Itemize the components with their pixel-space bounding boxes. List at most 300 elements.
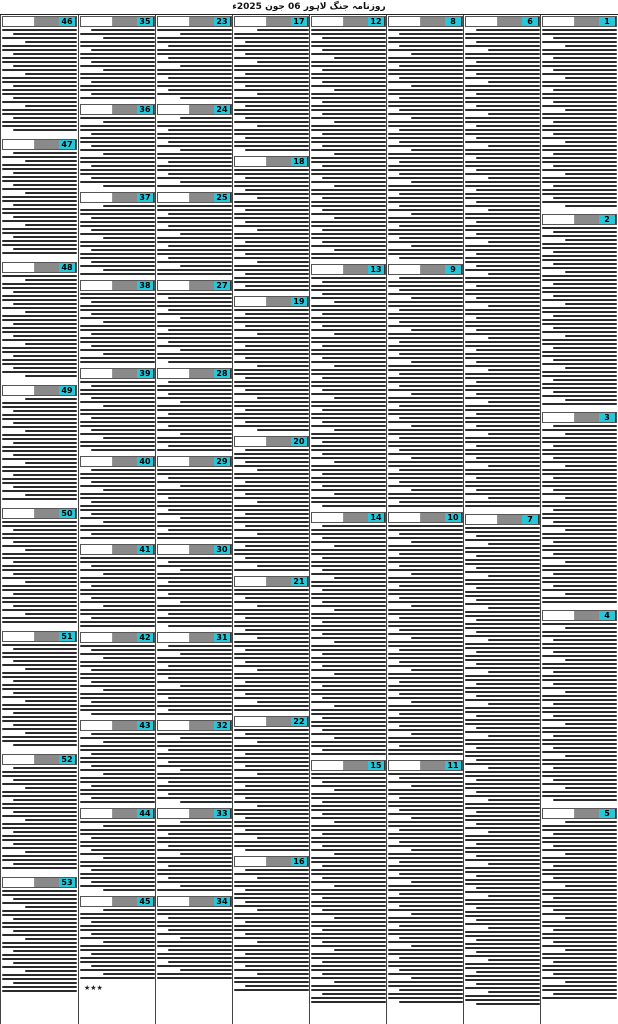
text-line	[311, 369, 386, 371]
ad-number: 15	[368, 761, 385, 770]
text-line	[542, 695, 617, 697]
text-line	[388, 993, 463, 995]
text-line	[565, 627, 618, 629]
text-line	[245, 889, 309, 891]
text-line	[2, 319, 77, 321]
text-line	[157, 405, 232, 407]
text-line	[334, 673, 387, 675]
text-line	[91, 733, 155, 735]
ad-category-tag	[81, 809, 137, 818]
column-3	[155, 15, 233, 1024]
text-line	[553, 573, 617, 575]
text-line	[388, 333, 463, 335]
text-line	[91, 837, 155, 839]
text-line	[542, 783, 617, 785]
text-line	[465, 309, 540, 311]
text-line	[13, 474, 77, 476]
text-line	[2, 196, 77, 198]
text-line	[476, 265, 540, 267]
text-line	[91, 669, 155, 671]
ad-header	[157, 456, 232, 467]
text-line	[322, 973, 386, 975]
text-line	[234, 885, 309, 887]
text-line	[157, 441, 232, 443]
text-line	[388, 721, 463, 723]
text-line	[311, 449, 386, 451]
text-line	[465, 995, 540, 997]
text-line	[80, 341, 155, 343]
ad-block	[542, 214, 617, 410]
text-line	[180, 601, 233, 603]
text-line	[411, 637, 464, 639]
column-4	[232, 15, 310, 1024]
text-line	[234, 57, 309, 59]
text-line	[103, 941, 156, 943]
text-line	[2, 109, 77, 111]
text-line	[80, 381, 155, 383]
text-line	[2, 902, 77, 904]
text-line	[103, 121, 156, 123]
text-line	[388, 525, 463, 527]
ad-text	[80, 909, 155, 979]
text-line	[553, 379, 617, 381]
text-line	[245, 513, 309, 515]
text-line	[80, 613, 155, 615]
text-line	[553, 445, 617, 447]
text-line	[234, 781, 309, 783]
ad-block	[542, 610, 617, 806]
text-line	[322, 993, 386, 995]
text-line	[13, 593, 77, 595]
text-line	[80, 841, 155, 843]
ad-header	[80, 280, 155, 291]
text-line	[322, 441, 386, 443]
text-line	[13, 930, 77, 932]
text-line	[399, 661, 463, 663]
text-line	[168, 161, 232, 163]
text-line	[25, 970, 78, 972]
text-line	[465, 723, 540, 725]
text-line	[465, 755, 540, 757]
text-line	[565, 109, 618, 111]
text-line	[245, 105, 309, 107]
text-line	[465, 133, 540, 135]
text-line	[2, 37, 77, 39]
text-line	[488, 831, 541, 833]
text-line	[465, 795, 540, 797]
text-line	[388, 833, 463, 835]
text-line	[80, 293, 155, 295]
text-line	[157, 597, 232, 599]
text-line	[234, 489, 309, 491]
text-line	[465, 225, 540, 227]
text-line	[311, 881, 386, 883]
ad-header	[157, 544, 232, 555]
text-line	[234, 509, 309, 511]
text-line	[465, 763, 540, 765]
text-line	[80, 73, 155, 75]
ad-header	[80, 632, 155, 643]
text-line	[542, 481, 617, 483]
text-line	[245, 557, 309, 559]
text-line	[465, 819, 540, 821]
text-line	[465, 615, 540, 617]
text-line	[565, 141, 618, 143]
text-line	[2, 458, 77, 460]
text-line	[465, 441, 540, 443]
text-line	[553, 941, 617, 943]
text-line	[2, 406, 77, 408]
text-line	[476, 663, 540, 665]
text-line	[311, 141, 386, 143]
text-line	[399, 629, 463, 631]
text-line	[2, 589, 77, 591]
ad-number: 38	[137, 281, 154, 290]
text-line	[388, 313, 463, 315]
text-line	[234, 385, 309, 387]
text-line	[157, 337, 232, 339]
text-line	[2, 553, 77, 555]
ad-header	[542, 610, 617, 621]
text-line	[2, 728, 77, 730]
text-line	[80, 441, 155, 443]
text-line	[80, 517, 155, 519]
text-line	[322, 165, 386, 167]
text-line	[157, 733, 232, 735]
text-line	[388, 909, 463, 911]
text-line	[80, 537, 155, 539]
text-line	[80, 409, 155, 411]
ad-text	[388, 773, 463, 1003]
text-line	[399, 725, 463, 727]
text-line	[465, 389, 540, 391]
text-line	[234, 121, 309, 123]
text-line	[180, 181, 233, 183]
text-line	[488, 305, 541, 307]
text-line	[476, 221, 540, 223]
text-line	[25, 160, 78, 162]
ad-number: 34	[214, 897, 231, 906]
text-line	[245, 481, 309, 483]
text-line	[2, 720, 77, 722]
text-line	[542, 351, 617, 353]
text-line	[465, 611, 540, 613]
text-line	[157, 165, 232, 167]
text-line	[157, 269, 232, 271]
text-line	[311, 317, 386, 319]
text-line	[553, 477, 617, 479]
ad-number: 17	[291, 17, 308, 26]
text-line	[476, 73, 540, 75]
text-line	[311, 745, 386, 747]
text-line	[399, 237, 463, 239]
text-line	[103, 973, 156, 975]
text-line	[542, 65, 617, 67]
text-line	[80, 129, 155, 131]
text-line	[322, 293, 386, 295]
text-line	[388, 737, 463, 739]
text-line	[311, 289, 386, 291]
text-line	[388, 505, 463, 507]
text-line	[388, 601, 463, 603]
text-line	[234, 969, 309, 971]
text-line	[13, 410, 77, 412]
text-line	[322, 749, 386, 751]
text-line	[157, 133, 232, 135]
text-line	[157, 169, 232, 171]
text-line	[311, 497, 386, 499]
text-line	[157, 513, 232, 515]
text-line	[80, 85, 155, 87]
text-line	[322, 813, 386, 815]
ad-category-tag	[158, 809, 214, 818]
ad-number: 20	[291, 437, 308, 446]
text-line	[565, 399, 618, 401]
text-line	[542, 873, 617, 875]
text-line	[234, 949, 309, 951]
text-line	[542, 655, 617, 657]
text-line	[91, 649, 155, 651]
text-line	[334, 493, 387, 495]
text-line	[465, 963, 540, 965]
text-line	[553, 961, 617, 963]
text-line	[542, 307, 617, 309]
text-line	[411, 701, 464, 703]
text-line	[388, 105, 463, 107]
text-line	[25, 192, 78, 194]
text-line	[80, 349, 155, 351]
text-line	[157, 229, 232, 231]
text-line	[465, 377, 540, 379]
text-line	[565, 367, 618, 369]
text-line	[388, 657, 463, 659]
ad-block	[234, 576, 309, 714]
text-line	[399, 809, 463, 811]
text-line	[411, 53, 464, 55]
text-line	[399, 501, 463, 503]
text-line	[168, 877, 232, 879]
text-line	[542, 339, 617, 341]
text-line	[476, 169, 540, 171]
text-line	[465, 245, 540, 247]
text-line	[388, 625, 463, 627]
text-line	[2, 803, 77, 805]
text-line	[565, 787, 618, 789]
text-line	[2, 577, 77, 579]
text-line	[334, 885, 387, 887]
text-line	[80, 509, 155, 511]
ad-number: 6	[522, 17, 539, 26]
text-line	[399, 713, 463, 715]
ad-header	[2, 754, 77, 765]
text-line	[465, 101, 540, 103]
footer-stars: ★★★	[84, 984, 103, 992]
text-line	[13, 767, 77, 769]
text-line	[80, 493, 155, 495]
text-line	[465, 229, 540, 231]
text-line	[245, 597, 309, 599]
ad-text	[311, 277, 386, 507]
text-line	[465, 77, 540, 79]
text-line	[157, 421, 232, 423]
text-line	[180, 885, 233, 887]
text-line	[157, 353, 232, 355]
text-line	[13, 303, 77, 305]
text-line	[553, 153, 617, 155]
ad-number: 30	[214, 545, 231, 554]
ad-header	[80, 16, 155, 27]
text-line	[465, 899, 540, 901]
text-line	[234, 809, 309, 811]
text-line	[553, 231, 617, 233]
ad-number: 36	[137, 105, 154, 114]
text-line	[388, 197, 463, 199]
text-line	[311, 225, 386, 227]
text-line	[80, 241, 155, 243]
text-line	[553, 347, 617, 349]
text-line	[388, 41, 463, 43]
text-line	[542, 105, 617, 107]
text-line	[565, 691, 618, 693]
text-line	[465, 397, 540, 399]
ad-number: 27	[214, 281, 231, 290]
text-line	[25, 279, 78, 281]
text-line	[234, 845, 309, 847]
ad-header	[542, 808, 617, 819]
text-line	[80, 221, 155, 223]
ad-category-tag	[466, 515, 522, 524]
text-line	[234, 621, 309, 623]
text-line	[542, 299, 617, 301]
text-line	[311, 437, 386, 439]
text-line	[399, 129, 463, 131]
text-line	[168, 497, 232, 499]
text-line	[542, 869, 617, 871]
text-line	[388, 401, 463, 403]
text-line	[157, 773, 232, 775]
text-line	[180, 33, 233, 35]
text-line	[542, 699, 617, 701]
text-line	[311, 901, 386, 903]
text-line	[168, 393, 232, 395]
text-line	[234, 749, 309, 751]
text-line	[476, 425, 540, 427]
text-line	[334, 153, 387, 155]
text-line	[388, 349, 463, 351]
text-line	[565, 853, 618, 855]
text-line	[103, 657, 156, 659]
text-line	[411, 245, 464, 247]
text-line	[311, 245, 386, 247]
text-line	[388, 249, 463, 251]
text-line	[411, 361, 464, 363]
text-line	[13, 204, 77, 206]
text-line	[234, 145, 309, 147]
text-line	[322, 241, 386, 243]
column-1	[0, 15, 78, 1024]
text-line	[488, 81, 541, 83]
text-line	[13, 291, 77, 293]
text-line	[399, 277, 463, 279]
text-line	[542, 371, 617, 373]
ad-category-tag	[158, 369, 214, 378]
text-line	[311, 913, 386, 915]
text-line	[465, 787, 540, 789]
text-line	[476, 631, 540, 633]
text-line	[234, 477, 309, 479]
text-line	[91, 49, 155, 51]
text-line	[465, 783, 540, 785]
ad-number: 50	[59, 509, 76, 518]
ad-text	[388, 29, 463, 259]
text-line	[399, 937, 463, 939]
text-line	[553, 509, 617, 511]
text-line	[91, 429, 155, 431]
text-line	[542, 893, 617, 895]
ad-number: 23	[214, 17, 231, 26]
text-line	[2, 990, 77, 992]
text-line	[542, 921, 617, 923]
text-line	[257, 533, 310, 535]
text-line	[542, 861, 617, 863]
ad-text	[2, 890, 77, 992]
ad-number: 53	[59, 878, 76, 887]
text-line	[465, 935, 540, 937]
ad-block	[542, 16, 617, 212]
text-line	[245, 753, 309, 755]
text-line	[80, 769, 155, 771]
text-line	[234, 49, 309, 51]
ad-header	[157, 280, 232, 291]
ad-number: 7	[522, 515, 539, 524]
ad-number: 9	[445, 265, 462, 274]
ad-number: 4	[599, 611, 616, 620]
text-line	[257, 501, 310, 503]
text-line	[553, 295, 617, 297]
text-line	[311, 837, 386, 839]
text-line	[103, 825, 156, 827]
text-line	[80, 137, 155, 139]
text-line	[311, 321, 386, 323]
ad-category-tag	[543, 809, 599, 818]
text-line	[322, 113, 386, 115]
ad-category-tag	[158, 545, 214, 554]
ad-number: 35	[137, 17, 154, 26]
text-line	[322, 325, 386, 327]
text-line	[565, 529, 618, 531]
text-line	[168, 781, 232, 783]
ad-block	[80, 544, 155, 630]
text-line	[2, 363, 77, 365]
text-line	[488, 671, 541, 673]
text-line	[388, 445, 463, 447]
text-line	[91, 133, 155, 135]
text-line	[465, 453, 540, 455]
ad-category-tag	[235, 717, 291, 726]
text-line	[168, 917, 232, 919]
text-line	[476, 971, 540, 973]
text-line	[157, 881, 232, 883]
text-line	[388, 369, 463, 371]
text-line	[542, 517, 617, 519]
text-line	[103, 205, 156, 207]
text-line	[80, 253, 155, 255]
text-line	[25, 494, 78, 496]
ad-text	[80, 293, 155, 363]
text-line	[388, 549, 463, 551]
text-line	[80, 257, 155, 259]
text-line	[311, 237, 386, 239]
